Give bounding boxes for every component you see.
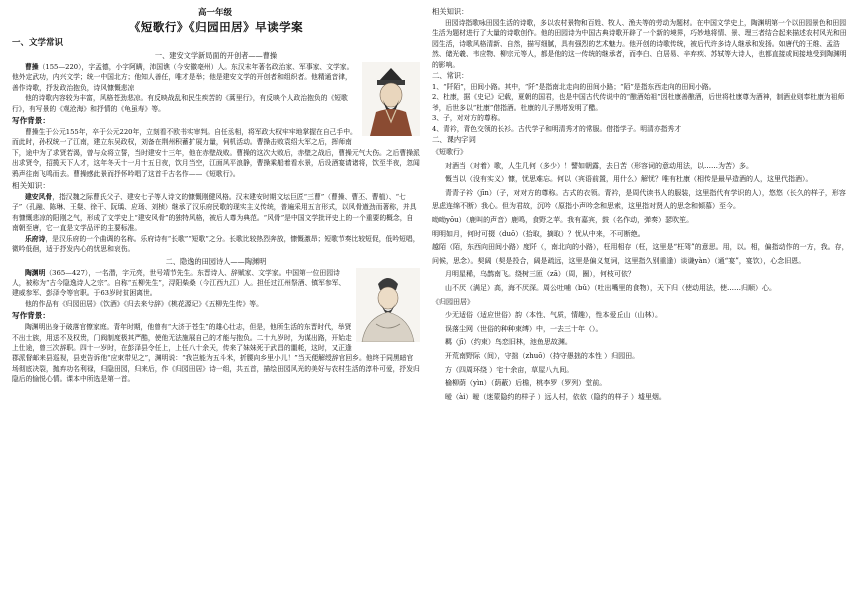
poem-title-duangexing: 《短歌行》 (432, 148, 467, 157)
yuefu-paragraph (12, 234, 420, 255)
knowledge-item-1: 1、“阡陌”，田间小路。其中，“阡”是指南北走向的田间小路；“陌”是指东西走向的田间小路。 (432, 83, 716, 92)
cao-cao-works: 他的诗歌内容较为丰富，风格苍劲悲凉。有反映战乱和民生疾苦的《蒿里行》，有反映个人政治抱负的《短歌行》，有写景的《观沧海》和抒情的《龟虽寿》等。 (12, 94, 348, 113)
cao-cao-bio (12, 62, 420, 93)
vocab-line: 榆柳荫（yìn）（荫蔽）后檐，桃李罗（罗列）堂前。 (445, 379, 607, 388)
vocab-line: 对酒当（对着）歌，人生几何（多少）！譬如朝露，去日苦（形容词的意动用法，以……为苦）多。 (445, 161, 753, 170)
vocab-line: 暧（ài）暧（迷蒙隐约的样子 ）远人村，依依（隐约的样子 ）墟里烟。 (445, 392, 666, 401)
vocab-line: 明明如月，何时可掇（duō）（拾取，摘取）？忧从中来，不可断绝。 (432, 229, 645, 238)
knowledge-item-4: 4、青衿，青色交领的长衫。古代学子和明清秀才的常服。借指学子。明清亦指秀才 (432, 124, 682, 133)
tao-yuanming-works: 他的作品有《归园田居》《饮酒》《归去来兮辞》《桃花源记》《五柳先生传》等。 (25, 299, 263, 308)
yuefu-term: 乐府诗 (25, 234, 46, 243)
poem-title-guiyuantianju: 《归园田居》 (432, 297, 474, 306)
subheading-tao-yuanming: 二、隐逸的田园诗人——陶渊明 (165, 256, 267, 266)
common-knowledge-heading: 二、常识： (432, 71, 469, 81)
knowledge-item-3: 3、子，对对方的尊称。 (432, 114, 505, 123)
section-heading-literature: 一、文学常识 (12, 38, 64, 48)
cao-cao-portrait (362, 62, 420, 136)
vocab-line: 羁（jī）（约束）鸟恋旧林，池鱼思故渊。 (445, 338, 572, 347)
jianan-fenggu-paragraph (12, 192, 420, 234)
left-column (12, 38, 420, 385)
vocab-line: 方（四周环绕 ）宅十余亩，草屋八九间。 (445, 365, 574, 374)
tao-yuanming-name: 陶渊明 (25, 268, 46, 277)
tao-yuanming-bio-text: （365—427），一名潜，字元亮，世号靖节先生。东晋诗人、辞赋家、文学家。中国第一位田园诗人，被称为“古今隐逸诗人之宗”。自称“五柳先生”，浔阳柴桑（今江西九江）人。担任过江州祭酒、镇军参军、建威参军、彭泽令等官职。于63岁时贫困离世。 (12, 268, 346, 298)
pastoral-poetry-paragraph: 田园诗指歌咏田园生活的诗歌，多以农村景物和百姓、牧人、渔夫等的劳动为题材。在中国文学史上，陶渊明第一个以田园景色和田园生活为题材进行了大量的诗歌创作。他的田园诗为中国古典诗歌开辟了一个新的境界，巧妙地将情、景、理三者结合起来描述农村风光和田园生活，诗歌风格清新、自然，描写细腻，具有强烈的艺术魅力。他开创的诗歌传统，被后代许多诗人继承和发扬。如唐代的王维、孟浩然、储光羲、韦应物、柳宗元等人，都是他的这一传统的继承者，而李白、白居易、辛弃疾、苏轼等大诗人，也都直接或间接地受到陶渊明的影响。 (432, 19, 847, 69)
vocab-line: 月明星稀，乌鹊南飞。绕树三匝（zā）（周，圈），何枝可依？ (445, 270, 635, 279)
cao-cao-bio-text: （155—220），字孟德，小字阿瞒，沛国谯（今安徽亳州）人。东汉末年著名政治家、军事家、文学家。他外定武功，内兴文学；统一中国北方；他知人善任，唯才是举；他是建安文学的开创者和组织者。他精通音律，善作诗歌，抒发政治抱负，诗风慷慨悲凉 (12, 63, 354, 92)
subheading-cao-cao: 一、建安文学新局面的开创者——曹操 (154, 51, 278, 60)
jianan-term: 建安风骨 (25, 193, 53, 202)
writing-background-heading: 写作背景： (12, 116, 50, 126)
vocab-line: 青青子衿（jīn）（子，对对方的尊称。古式的衣领。青衿，是周代读书人的服装，这里指代有学识的人），悠悠（长久的样子，形容思虑连绵不断）我心。但为君故，沉吟（原指小声吟念和思索，这里指对贤人的思念和倾慕）至今。 (432, 188, 846, 211)
page-title: 《短歌行》《归园田居》早读学案 (128, 20, 304, 34)
vocab-line: 慨当以（没有实义）慷，忧思难忘。何以（宾语前置，用什么）解忧？唯有杜康（相传是最早造酒的人，这里代指酒）。 (445, 175, 813, 184)
tao-yuanming-portrait (356, 268, 420, 342)
cao-cao-background: 曹操生于公元155年，卒于公元220年，立刻看不欧书实审判。自任丞相，将军政大权牢牢地掌握在自己手中。而此时，孙权统一了江南，建立东吴政权，刘备在荆州积蓄扩展力量，伺机活动。曹操击败袁绍大军之后，挥师南下，途中为了求贤若渴，曾与众将立誓，当时建安十三年，他在赤壁战败。曹操的这次大败后，赤壁之战后，曹操元气大伤。之后曹操派出求贤令，招揽天下人才，这年冬天十一月十五日夜，饮月当空，江面风平浪静，曹操乘船着看水景，后设酒宴请诸将，饮至半夜，忽闻鸦声往南飞鸣而去。曹操感此景而抒怀吟唱了这首千古名作——《短歌行》。 (12, 128, 420, 178)
vocabulary-heading: 二、课内字词 (432, 135, 476, 145)
knowledge-item-2: 2、杜康，据《史记》记载，夏朝的国君，也是中国古代传说中的“酿酒始祖”因杜康善酿酒，后世将杜康尊为酒神，制酒业则奉杜康为祖师爷，后世多以“杜康”借指酒。杜康的儿子黑塔发明了醋。 (432, 93, 845, 112)
vocab-line: 山不厌（满足）高，海不厌深。周公吐哺（bǔ）（吐出嘴里的食物），天下归（使动用法，使……归顺）心。 (445, 284, 776, 292)
right-related-heading: 相关知识： (432, 7, 469, 16)
vocab-line: 越陌（陌，东西向田间小路）度阡（，南北向的小路），枉用相存（枉，这里是“枉驾”的意思。用，以。相，偏指动作的一方，我。存，问候，思念）。契阔（契是投合，阔是疏远，这里是偏义复词，这里指久别重逢）谈谦yàn）（通“宴”，宴饮），心念旧恩。 (432, 243, 849, 265)
vocab-line: 开荒南野际（间），守拙（zhuō）（持守愚拙的本性 ）归园田。 (445, 351, 640, 360)
yuefu-text: ，是汉乐府的一个曲调的名称。乐府诗有“长歌”“短歌”之分。长歌比较热烈奔放，慷慨激昂；短歌节奏比较短促，低吟短唱，微吟低徊，适于抒发内心的忧思和哀伤。 (12, 234, 420, 254)
tao-yuanming-background: 陶渊明出身于破落官僚家庭。青年时期，他曾有“大济于苍生”的雄心壮志，但是，他所生活的东晋时代，举贤不出士族，用送不及权贵，门阀制度极其严酷，使他无法施展自己的才能与抱负。二十九岁时，为谋出路，开始走上仕途，曾三次辞职。四十一岁时，在彭泽县令任上，上任八十余天，传来了妹妹死于武昌的噩耗，这时，又正逢郡派督邮来县巡视，县吏告诉他“应束带见之”，渊明说：“我岂能为五斗米，折腰向乡里小儿！”当天便解绶辞官回乡。他终于同黑暗官场彻底决裂，抛弃功名利禄，归隐田园，归来后，作《归园田居》诗一组，共五首，描绘田园风光的美好与农村生活的淳朴可爱，抒发归隐后的愉悦心情。课本中所选是第一首。 (12, 323, 420, 384)
cao-cao-name: 曹操 (25, 63, 39, 71)
vocab-line: 少无适俗（适应世俗）韵（本性、气质，情趣），性本爱丘山（山林）。 (445, 311, 662, 320)
vocab-line: 呦呦yōu）（鹿叫的声音）鹿鸣，食野之苹。我有嘉宾，鼓（名作动，弹奏）瑟吹笙。 (432, 216, 694, 225)
right-column (432, 6, 850, 404)
tao-background-heading: 写作背景： (12, 311, 50, 321)
jianan-text: ，指汉魏之际曹氏父子、建安七子等人诗文的慷慨刚健风格。汉末建安时期文坛巨匠“三曹”（曹操、曹丕、曹植）、“七子”（孔融、陈琳、王粲、徐干、阮瑀、应玚、刘桢）继承了汉乐府民歌的现实主义传统，普遍采用五言形式，以风骨遒劲而著称，并具有慷慨悲凉的阳刚之气，形成了文学史上“建安风骨”的独特风格，被后人尊为典范。“风骨”是中国文学批评史上的一个重要的概念，自南朝至唐，它一直是文学品评的主要标准。 (12, 193, 417, 233)
related-knowledge-heading: 相关知识： (12, 181, 50, 191)
vocab-line: 误落尘网（世俗的种种束缚）中，一去三十年（）。 (445, 324, 603, 333)
grade-label: 高一年级 (198, 8, 233, 18)
